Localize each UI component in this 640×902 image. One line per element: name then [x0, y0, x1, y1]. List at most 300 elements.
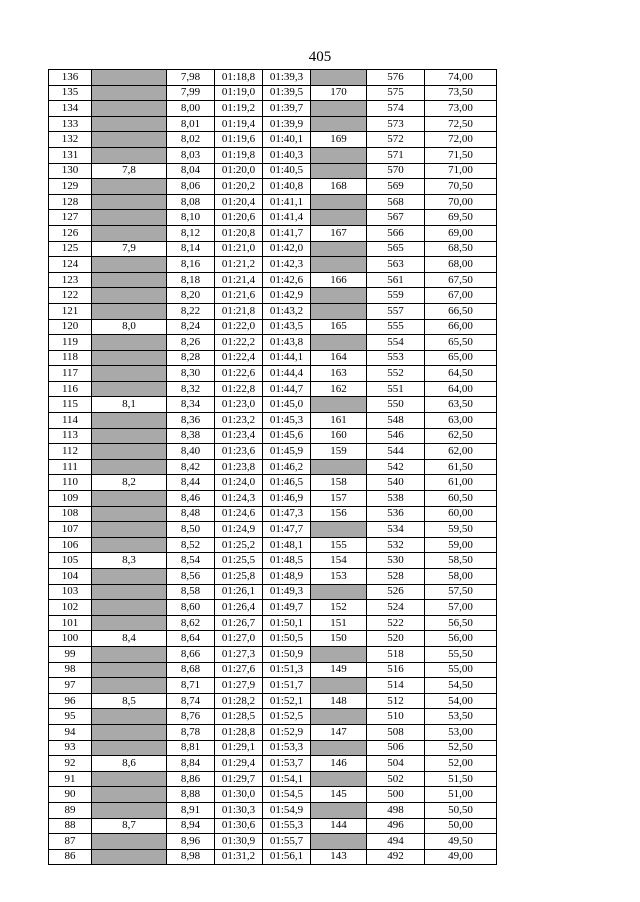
table-cell-time-2: 01:49,7: [263, 600, 311, 616]
table-cell-time-2: 01:42,0: [263, 241, 311, 257]
table-cell-col-6: [311, 163, 367, 179]
table-cell-col-6: [311, 459, 367, 475]
table-cell-col-7: 576: [367, 70, 425, 86]
table-cell-col-8: 64,00: [425, 381, 497, 397]
table-cell-col-7: 567: [367, 210, 425, 226]
table-cell-col-3: 8,50: [167, 522, 215, 538]
table-row: [49, 475, 497, 491]
table-cell-time-1: 01:29,1: [215, 740, 263, 756]
table-cell-time-1: 01:23,0: [215, 397, 263, 413]
table-cell-time-1: 01:27,0: [215, 631, 263, 647]
table-cell-points: 124: [49, 257, 92, 273]
table-cell-col-2: [92, 225, 167, 241]
table-cell-time-1: 01:21,2: [215, 257, 263, 273]
table-cell-col-6: [311, 709, 367, 725]
table-cell-col-8: 69,00: [425, 225, 497, 241]
table-cell-time-2: 01:43,8: [263, 335, 311, 351]
table-cell-col-2: [92, 444, 167, 460]
table-row: [49, 724, 497, 740]
table-cell-points: 122: [49, 288, 92, 304]
table-row: [49, 444, 497, 460]
table-cell-time-2: 01:41,7: [263, 225, 311, 241]
table-cell-time-2: 01:44,1: [263, 350, 311, 366]
table-cell-time-1: 01:23,6: [215, 444, 263, 460]
table-cell-col-2: [92, 506, 167, 522]
table-cell-col-8: 67,50: [425, 272, 497, 288]
table-cell-points: 119: [49, 335, 92, 351]
table-cell-col-2: [92, 257, 167, 273]
table-cell-time-2: 01:47,7: [263, 522, 311, 538]
table-cell-col-3: 8,46: [167, 491, 215, 507]
table-cell-col-7: 506: [367, 740, 425, 756]
table-cell-time-1: 01:19,8: [215, 147, 263, 163]
table-cell-col-7: 510: [367, 709, 425, 725]
table-cell-col-6: [311, 771, 367, 787]
table-cell-col-7: 500: [367, 787, 425, 803]
table-cell-col-7: 526: [367, 584, 425, 600]
table-cell-col-8: 59,50: [425, 522, 497, 538]
table-cell-col-7: 552: [367, 366, 425, 382]
table-cell-points: 135: [49, 85, 92, 101]
table-row: [49, 179, 497, 195]
table-cell-time-2: 01:45,0: [263, 397, 311, 413]
table-cell-points: 118: [49, 350, 92, 366]
table-cell-points: 88: [49, 818, 92, 834]
table-row: [49, 662, 497, 678]
table-cell-col-2: [92, 413, 167, 429]
table-cell-col-6: 154: [311, 553, 367, 569]
table-cell-points: 86: [49, 849, 92, 865]
table-cell-points: 96: [49, 693, 92, 709]
table-cell-col-3: 8,88: [167, 787, 215, 803]
table-row: [49, 335, 497, 351]
table-cell-col-3: 8,16: [167, 257, 215, 273]
table-cell-col-6: [311, 147, 367, 163]
table-cell-col-6: 148: [311, 693, 367, 709]
table-cell-points: 99: [49, 646, 92, 662]
table-cell-time-2: 01:46,2: [263, 459, 311, 475]
table-cell-time-2: 01:39,3: [263, 70, 311, 86]
table-row: [49, 194, 497, 210]
table-row: [49, 241, 497, 257]
table-cell-points: 108: [49, 506, 92, 522]
table-cell-col-8: 58,50: [425, 553, 497, 569]
table-cell-col-8: 56,50: [425, 615, 497, 631]
table-row: [49, 553, 497, 569]
table-cell-col-2: [92, 724, 167, 740]
table-cell-time-1: 01:30,9: [215, 834, 263, 850]
table-cell-time-1: 01:21,8: [215, 303, 263, 319]
table-cell-col-7: 524: [367, 600, 425, 616]
table-cell-time-2: 01:46,5: [263, 475, 311, 491]
table-cell-time-1: 01:20,8: [215, 225, 263, 241]
table-cell-col-6: [311, 584, 367, 600]
table-cell-time-1: 01:19,0: [215, 85, 263, 101]
table-cell-col-2: [92, 85, 167, 101]
table-cell-col-3: 8,42: [167, 459, 215, 475]
table-cell-time-2: 01:55,3: [263, 818, 311, 834]
table-cell-col-3: 8,74: [167, 693, 215, 709]
table-cell-col-2: 8,1: [92, 397, 167, 413]
table-cell-time-2: 01:40,5: [263, 163, 311, 179]
table-cell-points: 105: [49, 553, 92, 569]
table-cell-time-1: 01:24,9: [215, 522, 263, 538]
table-cell-col-3: 8,94: [167, 818, 215, 834]
table-cell-col-3: 8,30: [167, 366, 215, 382]
table-cell-time-1: 01:19,2: [215, 101, 263, 117]
table-cell-time-1: 01:22,4: [215, 350, 263, 366]
table-row: [49, 771, 497, 787]
table-cell-col-3: 8,00: [167, 101, 215, 117]
table-cell-points: 136: [49, 70, 92, 86]
table-cell-points: 93: [49, 740, 92, 756]
table-cell-col-6: 147: [311, 724, 367, 740]
table-cell-col-8: 65,00: [425, 350, 497, 366]
table-cell-col-2: [92, 584, 167, 600]
table-cell-time-2: 01:54,9: [263, 802, 311, 818]
table-cell-col-7: 492: [367, 849, 425, 865]
table-cell-time-1: 01:22,0: [215, 319, 263, 335]
table-cell-time-1: 01:19,4: [215, 116, 263, 132]
table-cell-col-6: 153: [311, 569, 367, 585]
table-cell-time-2: 01:45,9: [263, 444, 311, 460]
table-cell-col-2: [92, 147, 167, 163]
table-cell-col-3: 8,28: [167, 350, 215, 366]
table-cell-col-3: 8,02: [167, 132, 215, 148]
table-cell-col-6: 167: [311, 225, 367, 241]
table-row: [49, 116, 497, 132]
table-cell-col-2: [92, 537, 167, 553]
table-cell-time-1: 01:22,6: [215, 366, 263, 382]
table-cell-time-1: 01:21,0: [215, 241, 263, 257]
table-cell-col-3: 8,34: [167, 397, 215, 413]
table-cell-col-7: 512: [367, 693, 425, 709]
table-cell-col-8: 61,50: [425, 459, 497, 475]
table-cell-points: 114: [49, 413, 92, 429]
table-cell-col-8: 50,50: [425, 802, 497, 818]
table-cell-col-3: 8,20: [167, 288, 215, 304]
table-cell-col-3: 8,14: [167, 241, 215, 257]
table-cell-col-2: [92, 116, 167, 132]
table-cell-col-8: 64,50: [425, 366, 497, 382]
table-cell-col-7: 544: [367, 444, 425, 460]
table-cell-col-6: [311, 194, 367, 210]
table-row: [49, 163, 497, 179]
table-cell-col-2: [92, 194, 167, 210]
table-row: [49, 569, 497, 585]
table-cell-time-1: 01:27,3: [215, 646, 263, 662]
table-cell-time-2: 01:53,7: [263, 756, 311, 772]
table-cell-col-8: 52,50: [425, 740, 497, 756]
table-cell-time-2: 01:44,4: [263, 366, 311, 382]
table-cell-points: 134: [49, 101, 92, 117]
table-cell-col-3: 8,04: [167, 163, 215, 179]
table-cell-col-7: 548: [367, 413, 425, 429]
table-cell-time-2: 01:56,1: [263, 849, 311, 865]
table-cell-time-2: 01:51,7: [263, 678, 311, 694]
table-cell-points: 130: [49, 163, 92, 179]
table-cell-col-3: 8,56: [167, 569, 215, 585]
table-cell-col-3: 8,24: [167, 319, 215, 335]
table-cell-col-3: 8,76: [167, 709, 215, 725]
table-cell-col-7: 518: [367, 646, 425, 662]
table-cell-col-7: 538: [367, 491, 425, 507]
table-cell-time-1: 01:24,0: [215, 475, 263, 491]
table-cell-time-2: 01:53,3: [263, 740, 311, 756]
table-cell-col-6: [311, 288, 367, 304]
table-cell-time-2: 01:39,5: [263, 85, 311, 101]
table-row: [49, 272, 497, 288]
table-cell-col-7: 561: [367, 272, 425, 288]
table-cell-col-3: 8,78: [167, 724, 215, 740]
table-row: [49, 756, 497, 772]
table-cell-col-7: 528: [367, 569, 425, 585]
table-cell-points: 90: [49, 787, 92, 803]
table-cell-col-8: 71,00: [425, 163, 497, 179]
table-cell-col-2: [92, 615, 167, 631]
table-cell-points: 129: [49, 179, 92, 195]
table-cell-col-8: 65,50: [425, 335, 497, 351]
table-row: [49, 132, 497, 148]
table-cell-col-7: 563: [367, 257, 425, 273]
table-cell-col-3: 8,52: [167, 537, 215, 553]
table-cell-col-2: [92, 179, 167, 195]
table-cell-col-6: 170: [311, 85, 367, 101]
table-cell-col-6: [311, 116, 367, 132]
table-cell-col-2: [92, 569, 167, 585]
table-cell-col-6: 166: [311, 272, 367, 288]
table-row: [49, 693, 497, 709]
table-cell-time-1: 01:22,2: [215, 335, 263, 351]
table-cell-col-8: 60,50: [425, 491, 497, 507]
table-cell-col-3: 7,98: [167, 70, 215, 86]
table-row: [49, 615, 497, 631]
table-cell-col-7: 572: [367, 132, 425, 148]
table-row: [49, 397, 497, 413]
table-cell-col-6: [311, 646, 367, 662]
table-cell-col-6: [311, 101, 367, 117]
table-cell-col-7: 508: [367, 724, 425, 740]
table-cell-col-6: [311, 70, 367, 86]
table-cell-col-6: 164: [311, 350, 367, 366]
table-cell-col-6: 165: [311, 319, 367, 335]
table-cell-col-7: 575: [367, 85, 425, 101]
table-cell-col-2: [92, 335, 167, 351]
table-cell-col-2: [92, 428, 167, 444]
table-cell-col-3: 8,81: [167, 740, 215, 756]
table-cell-col-6: 162: [311, 381, 367, 397]
table-row: [49, 428, 497, 444]
table-cell-col-8: 53,50: [425, 709, 497, 725]
table-row: [49, 366, 497, 382]
table-cell-points: 100: [49, 631, 92, 647]
table-cell-col-8: 52,00: [425, 756, 497, 772]
table-cell-time-2: 01:52,5: [263, 709, 311, 725]
table-row: [49, 802, 497, 818]
table-cell-time-1: 01:21,6: [215, 288, 263, 304]
table-cell-points: 121: [49, 303, 92, 319]
table-cell-col-7: 559: [367, 288, 425, 304]
table-cell-col-6: [311, 802, 367, 818]
table-row: [49, 288, 497, 304]
table-cell-points: 94: [49, 724, 92, 740]
table-cell-col-3: 8,10: [167, 210, 215, 226]
table-cell-col-7: 565: [367, 241, 425, 257]
table-cell-col-2: [92, 366, 167, 382]
table-cell-col-2: [92, 522, 167, 538]
table-cell-col-6: 143: [311, 849, 367, 865]
table-row: [49, 101, 497, 117]
table-cell-col-8: 67,00: [425, 288, 497, 304]
table-cell-col-7: 498: [367, 802, 425, 818]
page-number: 405: [308, 49, 332, 65]
table-cell-col-7: 557: [367, 303, 425, 319]
table-cell-col-2: [92, 132, 167, 148]
table-cell-time-2: 01:54,1: [263, 771, 311, 787]
table-cell-time-1: 01:30,6: [215, 818, 263, 834]
table-cell-col-8: 51,00: [425, 787, 497, 803]
table-cell-time-2: 01:40,3: [263, 147, 311, 163]
table-cell-col-8: 71,50: [425, 147, 497, 163]
table-cell-col-6: [311, 678, 367, 694]
table-row: [49, 319, 497, 335]
table-cell-col-6: 145: [311, 787, 367, 803]
table-cell-col-7: 569: [367, 179, 425, 195]
table-cell-time-1: 01:25,2: [215, 537, 263, 553]
table-cell-col-2: [92, 272, 167, 288]
table-cell-col-2: [92, 678, 167, 694]
table-cell-col-6: 155: [311, 537, 367, 553]
table-row: [49, 210, 497, 226]
table-cell-points: 110: [49, 475, 92, 491]
table-cell-col-6: [311, 335, 367, 351]
table-cell-col-6: 160: [311, 428, 367, 444]
table-cell-col-8: 63,50: [425, 397, 497, 413]
table-cell-time-2: 01:52,1: [263, 693, 311, 709]
table-cell-col-8: 73,50: [425, 85, 497, 101]
table-cell-col-7: 502: [367, 771, 425, 787]
table-cell-points: 107: [49, 522, 92, 538]
table-cell-points: 104: [49, 569, 92, 585]
table-cell-points: 95: [49, 709, 92, 725]
table-cell-col-2: [92, 210, 167, 226]
table-cell-col-3: 8,98: [167, 849, 215, 865]
table-cell-time-2: 01:49,3: [263, 584, 311, 600]
table-row: [49, 740, 497, 756]
table-cell-col-3: 8,26: [167, 335, 215, 351]
table-cell-col-2: 8,3: [92, 553, 167, 569]
table-cell-col-7: 568: [367, 194, 425, 210]
table-cell-points: 111: [49, 459, 92, 475]
table-cell-col-3: 8,48: [167, 506, 215, 522]
table-cell-col-2: [92, 101, 167, 117]
table-cell-points: 112: [49, 444, 92, 460]
table-cell-time-2: 01:42,9: [263, 288, 311, 304]
table-cell-time-1: 01:24,3: [215, 491, 263, 507]
table-row: [49, 459, 497, 475]
table-cell-col-7: 530: [367, 553, 425, 569]
table-cell-col-8: 72,50: [425, 116, 497, 132]
table-cell-points: 128: [49, 194, 92, 210]
table-cell-col-7: 522: [367, 615, 425, 631]
table-cell-col-6: 151: [311, 615, 367, 631]
table-cell-time-1: 01:22,8: [215, 381, 263, 397]
table-cell-col-2: [92, 646, 167, 662]
table-cell-col-2: 8,2: [92, 475, 167, 491]
table-cell-points: 109: [49, 491, 92, 507]
table-cell-time-1: 01:20,6: [215, 210, 263, 226]
table-cell-col-2: [92, 303, 167, 319]
table-row: [49, 537, 497, 553]
table-cell-col-7: 553: [367, 350, 425, 366]
table-cell-col-6: [311, 210, 367, 226]
table-cell-time-1: 01:27,6: [215, 662, 263, 678]
table-cell-time-1: 01:30,3: [215, 802, 263, 818]
table-cell-time-1: 01:18,8: [215, 70, 263, 86]
table-cell-col-3: 8,38: [167, 428, 215, 444]
table-cell-points: 126: [49, 225, 92, 241]
table-cell-col-8: 51,50: [425, 771, 497, 787]
table-cell-time-1: 01:31,2: [215, 849, 263, 865]
table-cell-col-2: [92, 491, 167, 507]
table-cell-col-8: 50,00: [425, 818, 497, 834]
table-cell-time-2: 01:43,2: [263, 303, 311, 319]
table-cell-points: 133: [49, 116, 92, 132]
table-cell-time-2: 01:55,7: [263, 834, 311, 850]
table-cell-col-3: 8,66: [167, 646, 215, 662]
table-cell-time-1: 01:28,5: [215, 709, 263, 725]
table-cell-col-6: 161: [311, 413, 367, 429]
table-cell-col-7: 496: [367, 818, 425, 834]
table-cell-col-8: 70,50: [425, 179, 497, 195]
table-cell-col-3: 8,86: [167, 771, 215, 787]
table-cell-col-2: 8,5: [92, 693, 167, 709]
table-cell-time-2: 01:50,5: [263, 631, 311, 647]
table-cell-col-6: [311, 303, 367, 319]
table-row: [49, 413, 497, 429]
table-row: [49, 147, 497, 163]
table-cell-col-3: 8,44: [167, 475, 215, 491]
table-row: [49, 600, 497, 616]
table-row: [49, 849, 497, 865]
table-cell-time-1: 01:30,0: [215, 787, 263, 803]
table-cell-col-3: 8,91: [167, 802, 215, 818]
table-cell-col-7: 571: [367, 147, 425, 163]
table-row: [49, 709, 497, 725]
table-cell-time-1: 01:25,5: [215, 553, 263, 569]
table-cell-points: 87: [49, 834, 92, 850]
table-cell-points: 127: [49, 210, 92, 226]
table-cell-time-2: 01:41,4: [263, 210, 311, 226]
table-cell-time-1: 01:23,4: [215, 428, 263, 444]
table-cell-col-3: 8,71: [167, 678, 215, 694]
table-cell-time-1: 01:28,2: [215, 693, 263, 709]
table-cell-col-3: 8,84: [167, 756, 215, 772]
table-cell-col-3: 8,54: [167, 553, 215, 569]
table-cell-col-6: 158: [311, 475, 367, 491]
table-cell-time-2: 01:48,9: [263, 569, 311, 585]
table-cell-time-1: 01:20,2: [215, 179, 263, 195]
table-cell-col-2: 8,6: [92, 756, 167, 772]
table-cell-col-2: 8,7: [92, 818, 167, 834]
table-cell-col-3: 8,62: [167, 615, 215, 631]
table-cell-time-1: 01:26,4: [215, 600, 263, 616]
table-row: [49, 506, 497, 522]
table-cell-col-2: [92, 381, 167, 397]
table-cell-points: 123: [49, 272, 92, 288]
table-cell-col-8: 49,50: [425, 834, 497, 850]
table-cell-time-1: 01:19,6: [215, 132, 263, 148]
